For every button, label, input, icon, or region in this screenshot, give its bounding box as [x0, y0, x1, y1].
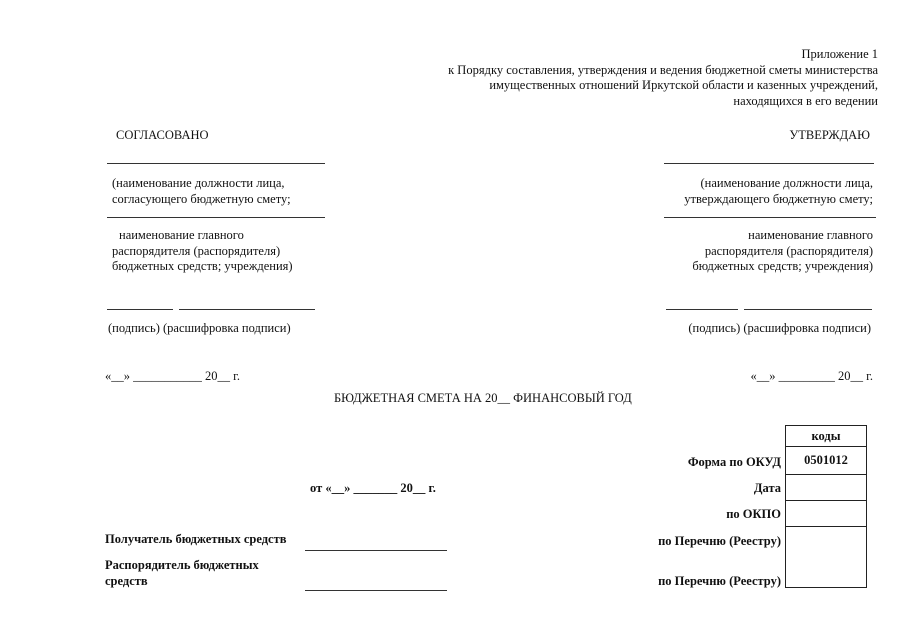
caption-line: бюджетных средств; учреждения) [112, 259, 293, 273]
okud-code: 0501012 [786, 447, 867, 475]
agreed-position-caption [112, 176, 291, 207]
recipient-line [305, 550, 447, 551]
approved-position-line [664, 163, 874, 164]
caption-line: согласующего бюджетную смету; [112, 191, 291, 206]
caption-line: распорядителя (распорядителя) [704, 243, 873, 258]
agreed-position-line [107, 163, 325, 164]
appendix-title: Приложение 1 [801, 47, 878, 61]
registry-label: по Перечню (Реестру) [658, 574, 781, 588]
approved-org-caption [692, 228, 873, 275]
agreed-signature-caption: (подпись) (расшифровка подписи) [108, 321, 291, 335]
date-code-cell [786, 475, 867, 501]
registry-code-cell [786, 527, 867, 588]
appendix-line: к Порядку составления, утверждения и ведения бюджетной сметы министерства [448, 62, 878, 77]
caption-line: наименование главного [119, 228, 244, 242]
agreed-signature-line [107, 309, 173, 310]
codes-table [785, 425, 867, 588]
codes-header: коды [786, 426, 867, 447]
date-label: Дата [753, 481, 781, 495]
okpo-code-cell [786, 501, 867, 527]
caption-line: утверждающего бюджетную смету; [684, 191, 873, 206]
approved-signature-line [666, 309, 738, 310]
recipient-label: Получатель бюджетных средств [105, 532, 287, 546]
caption-line: бюджетных средств; учреждения) [692, 259, 873, 273]
agreed-title: СОГЛАСОВАНО [116, 128, 209, 142]
manager-label [105, 558, 259, 589]
agreed-date: «__» ___________ 20__ г. [105, 369, 240, 383]
caption-line: (наименование должности лица, [112, 176, 285, 190]
manager-label-line: Распорядитель бюджетных [105, 558, 259, 572]
caption-line: (наименование должности лица, [700, 176, 873, 190]
approved-signature-decode-line [744, 309, 872, 310]
approved-title: УТВЕРЖДАЮ [789, 128, 870, 142]
document-title: БЮДЖЕТНАЯ СМЕТА НА 20__ ФИНАНСОВЫЙ ГОД [334, 391, 632, 405]
manager-label-line: средств [105, 573, 148, 588]
manager-line [305, 590, 447, 591]
approved-signature-caption: (подпись) (расшифровка подписи) [688, 321, 871, 335]
appendix-header [448, 47, 878, 109]
approved-position-caption [684, 176, 873, 207]
caption-line: распорядителя (распорядителя) [112, 243, 281, 258]
registry-label: по Перечню (Реестру) [658, 534, 781, 548]
approved-org-line [664, 217, 876, 218]
appendix-line: находящихся в его ведении [733, 93, 878, 108]
okpo-label: по ОКПО [726, 507, 781, 521]
approved-date: «__» _________ 20__ г. [750, 369, 873, 383]
agreed-org-line [107, 217, 325, 218]
agreed-signature-decode-line [179, 309, 315, 310]
okud-label: Форма по ОКУД [687, 455, 781, 469]
appendix-line: имущественных отношений Иркутской области и казенных учреждений, [489, 78, 878, 92]
agreed-org-caption [112, 228, 293, 275]
from-date: от «__» _______ 20__ г. [310, 481, 436, 495]
caption-line: наименование главного [748, 228, 873, 242]
